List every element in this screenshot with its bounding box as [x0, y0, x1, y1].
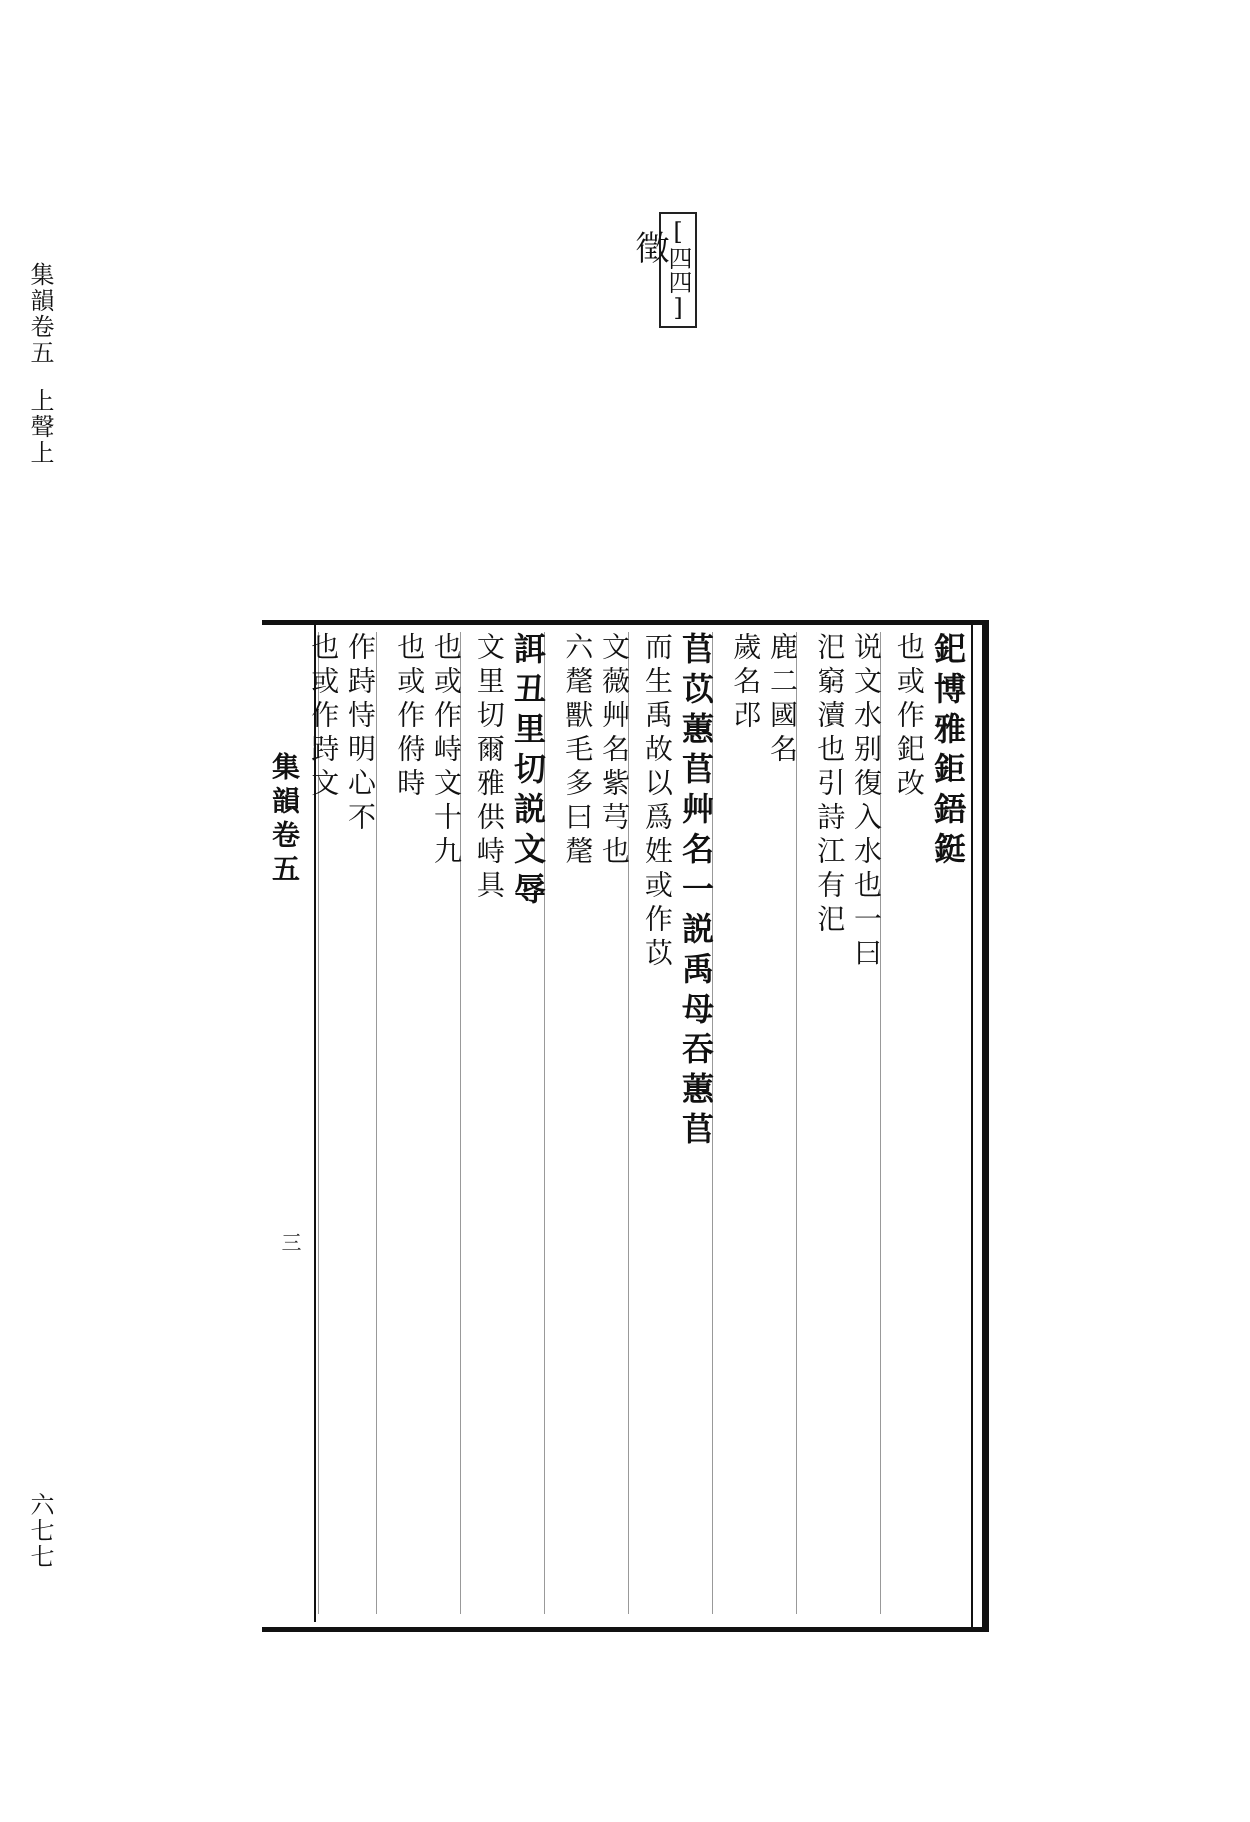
column-line: 而生禹故以爲姓或作苡 [640, 632, 674, 972]
column-line: 歲名邔 [729, 632, 763, 734]
text-column [307, 632, 377, 1614]
column-line: 苢苡蕙苢艸名一説禹母吞蕙苢 [677, 632, 715, 1152]
column-line: 文薇艸名紫芎也 [598, 632, 631, 870]
column-line: 六氂獸毛多曰氂 [561, 632, 595, 870]
column-line: 作跱恃明心不 [344, 632, 377, 836]
column-line: 文里切爾雅供峙具 [472, 632, 506, 904]
column-line: 釲博雅鉅鋙鋌 [929, 632, 967, 872]
running-title [28, 262, 52, 466]
column-line: 誀丑里切説文辱 [509, 632, 547, 912]
column-line: 也或作峙文十九 [430, 632, 463, 870]
page-number: 六七七 [26, 1492, 54, 1570]
fold-book-mark: 集韻卷五 [268, 752, 301, 888]
text-column [460, 632, 545, 1614]
stamp-mark: [四四] [659, 212, 697, 328]
fold-leaf-number: 三 [278, 1232, 302, 1252]
column-line: 也或作跱文 [307, 632, 341, 802]
section-title: 上聲上 [26, 388, 54, 466]
text-column [880, 632, 965, 1614]
text-column [796, 632, 881, 1614]
column-line: 说文水别復入水也一曰 [850, 632, 883, 972]
book-title: 集韻卷五 [26, 262, 54, 366]
frame-inner-rule [971, 625, 973, 1627]
header-annotation [629, 212, 692, 328]
text-column [376, 632, 461, 1614]
text-column [628, 632, 713, 1614]
text-column [544, 632, 629, 1614]
column-line: 汜窮瀆也引詩江有汜 [813, 632, 847, 938]
headword-annotation: 徵 [629, 230, 669, 264]
text-column [712, 632, 797, 1614]
column-line: 也或作偫時 [393, 632, 427, 802]
column-line: 也或作釲改 [892, 632, 926, 802]
column-line: 鹿二國名 [766, 632, 799, 768]
